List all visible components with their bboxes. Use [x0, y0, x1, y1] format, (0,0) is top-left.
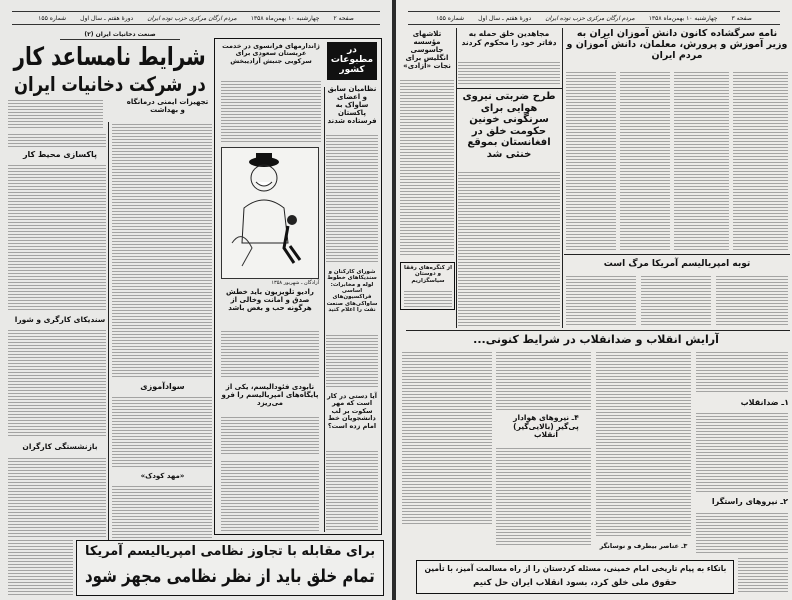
headline-repent: توبه امپریالیسم آمریکا مرگ است [603, 258, 751, 269]
subhead-literacy: سوادآموزی [140, 382, 185, 391]
article-body-text [8, 330, 106, 438]
subhead-cleanup: پاکسازی محیط کار [22, 150, 98, 159]
headline-students: آیا دستی در کار است که مهر سکوت بر لب دانشجویان خط امام زده است؟ [327, 392, 377, 430]
banner-line-2-wrap [420, 577, 730, 590]
article-body-text [696, 413, 788, 493]
masthead: مردم ارگان مرکزی حزب توده ایران [147, 14, 237, 22]
subhead-retirement: بازنشستگی کارگران [22, 442, 98, 451]
column-divider [456, 28, 457, 328]
banner-line-1-wrap [420, 563, 730, 575]
headline-council: شورای کارکنان و سندیکاهای خطوط لوله و مخابرات: اساسی فراکسیون‌های ساواکی‌های صنعت نفت را اعلام کنید [326, 269, 378, 313]
column-divider [456, 88, 562, 89]
series: دورهٔ هفتم ـ سال اول [478, 14, 532, 22]
article-body-text [641, 276, 711, 326]
cartoon-caption: آزادگان ـ شهریور ۱۳۵۸ [271, 280, 319, 286]
bottom-banner [416, 560, 734, 594]
left-newspaper-page [0, 0, 392, 600]
article-body-text [696, 352, 788, 394]
main-headline-1-wrap [10, 42, 210, 72]
column-divider [564, 254, 790, 255]
article-body-text [496, 448, 591, 545]
kicker: صنعت دخانیات ایران (۲) [84, 30, 156, 38]
article-body-text [620, 72, 670, 252]
article-body-text [566, 276, 636, 326]
headline-congress: از کنگره‌های رفقا و دوستان سیاسگزاریم [404, 265, 452, 284]
article-body-text [326, 335, 378, 387]
article-body-text [8, 100, 103, 130]
page-number: صفحه ۳ [731, 14, 752, 22]
left-page-header [12, 11, 380, 25]
column-divider [406, 330, 790, 331]
headline-gendarmes: ژاندارمهای فرانسوی در خدمت عربستان سعودی برای سرکوبی جنبش آزادیبخش [222, 42, 320, 65]
article-body-text [496, 352, 591, 410]
headline-feudalism: نابودی فئودالیسم، یکی از پایگاه‌های امپریالیسم را فرو می‌ریزد [221, 383, 319, 408]
article-body-text [221, 417, 319, 455]
banner-line-1: برای مقابله با تجاوز نظامی امپریالیسم آمریکا [84, 544, 376, 560]
date: چهارشنبه ۱۰ بهمن‌ماه ۱۳۵۸ [250, 14, 320, 22]
subhead-kindergarten: «مهد کودک» [140, 472, 185, 480]
subhead-neutral: ۳ـ عناصر بیطرف و نوسانگر [599, 542, 688, 550]
article-body-text [458, 172, 560, 328]
headline-mojahedin: مجاهدین خلق حمله به دفاتر خود را محکوم کردند [461, 29, 557, 47]
page-number: صفحه ۲ [333, 14, 354, 22]
subhead-rightwing: ۲ـ نیروهای راستگرا [711, 497, 788, 506]
subhead-safety: تجهیزات ایمنی درمانگاه و بهداشت [126, 98, 209, 115]
cartoon-image [221, 147, 319, 279]
banner-line-2: تمام خلق باید از نظر نظامی مجهز شود [85, 565, 375, 587]
press-label: در مطبوعات کشور [327, 42, 377, 80]
article-body-text [8, 165, 106, 311]
right-page-header [408, 11, 780, 25]
banner-line-2-wrap [81, 563, 379, 591]
column-divider [108, 122, 109, 540]
column-divider [562, 28, 563, 328]
main-headline-1: شرایط نامساعد کار [13, 41, 207, 71]
headline-pakistan: نظامیان سابق و اعضای ساواک به پاکستان فرستاده شدند [327, 85, 377, 126]
bottom-banner [76, 540, 384, 596]
article-body-text [221, 461, 319, 531]
section-headline: آرایش انقلاب و ضدانقلاب در شرایط کنونی... [473, 333, 719, 347]
article-body-text [400, 80, 454, 257]
section-headline-wrap [436, 333, 756, 348]
article-body-text [716, 276, 788, 326]
banner-line-1-wrap [81, 544, 379, 561]
article-body-text [221, 81, 321, 143]
banner-line-1: باتکاء به پیام تاریخی امام خمینی، مسئله کردستان را از راه مسالمت آمیز، با تأمین [424, 564, 726, 574]
article-body-text [112, 486, 212, 538]
article-body-text [326, 135, 378, 263]
main-headline-2: در شرکت دخانیات ایران [14, 71, 206, 96]
masthead: مردم ارگان مرکزی حزب توده ایران [545, 14, 635, 22]
article-body-text [8, 540, 73, 595]
article-body-text [8, 134, 106, 148]
subhead-union: سندیکای کارگری و شورا [14, 315, 106, 324]
issue-number: شماره ۱۵۵ [38, 14, 67, 22]
article-body-text [738, 558, 788, 594]
kicker-wrap [60, 31, 180, 40]
article-body-text [404, 291, 452, 307]
article-body-text [696, 513, 788, 553]
article-body-text [221, 331, 319, 378]
press-review-box [214, 38, 382, 535]
article-body-text [596, 352, 691, 538]
main-headline: نامه سرگشاده کانون دانش آموزان ایران به وزیر آموزش و پرورش، معلمان، دانش آموزان و مردم ایران [566, 28, 788, 61]
article-body-text [674, 72, 729, 252]
subhead-counterrevolution: ۱ـ ضدانقلاب [740, 398, 789, 407]
article-body-text [326, 451, 378, 531]
subhead-loyal-forces: ۴ـ نیروهای هوادار پی‌گیر (بالایی‌گیر) انقلاب [513, 413, 579, 440]
article-body-text [402, 352, 492, 525]
article-body-text [566, 72, 616, 252]
issue-number: شماره ۱۵۵ [436, 14, 465, 22]
article-body-text [8, 458, 106, 538]
article-body-text [458, 62, 560, 86]
headline-airforce: طرح ضربتی نیروی هوایی برای سرنگونی خونین حکومت خلق در افغانستان بموقع خنثی شد [462, 91, 556, 160]
headline-repent-wrap [566, 257, 788, 271]
headline-radio: رادیو تلویزیون باید خطش صدق و امانت وخالی از هرگونه حب و بغض باشد [226, 288, 314, 313]
date: چهارشنبه ۱۰ بهمن‌ماه ۱۳۵۸ [648, 14, 718, 22]
headline-british-spy: تلاشهای مؤسسه جاسوسی انگلیس برای نجات «آزادی» [403, 30, 451, 71]
banner-line-2: حقوق ملی خلق کرد، بسود انقلاب ایران حل کنیم [473, 577, 677, 588]
right-newspaper-page [396, 0, 792, 600]
main-headline-2-wrap [10, 72, 210, 96]
series: دورهٔ هفتم ـ سال اول [80, 14, 134, 22]
article-body-text [733, 72, 788, 252]
article-body-text [112, 397, 212, 469]
column-divider [324, 87, 325, 532]
congress-box [400, 262, 455, 310]
article-body-text [112, 124, 212, 377]
